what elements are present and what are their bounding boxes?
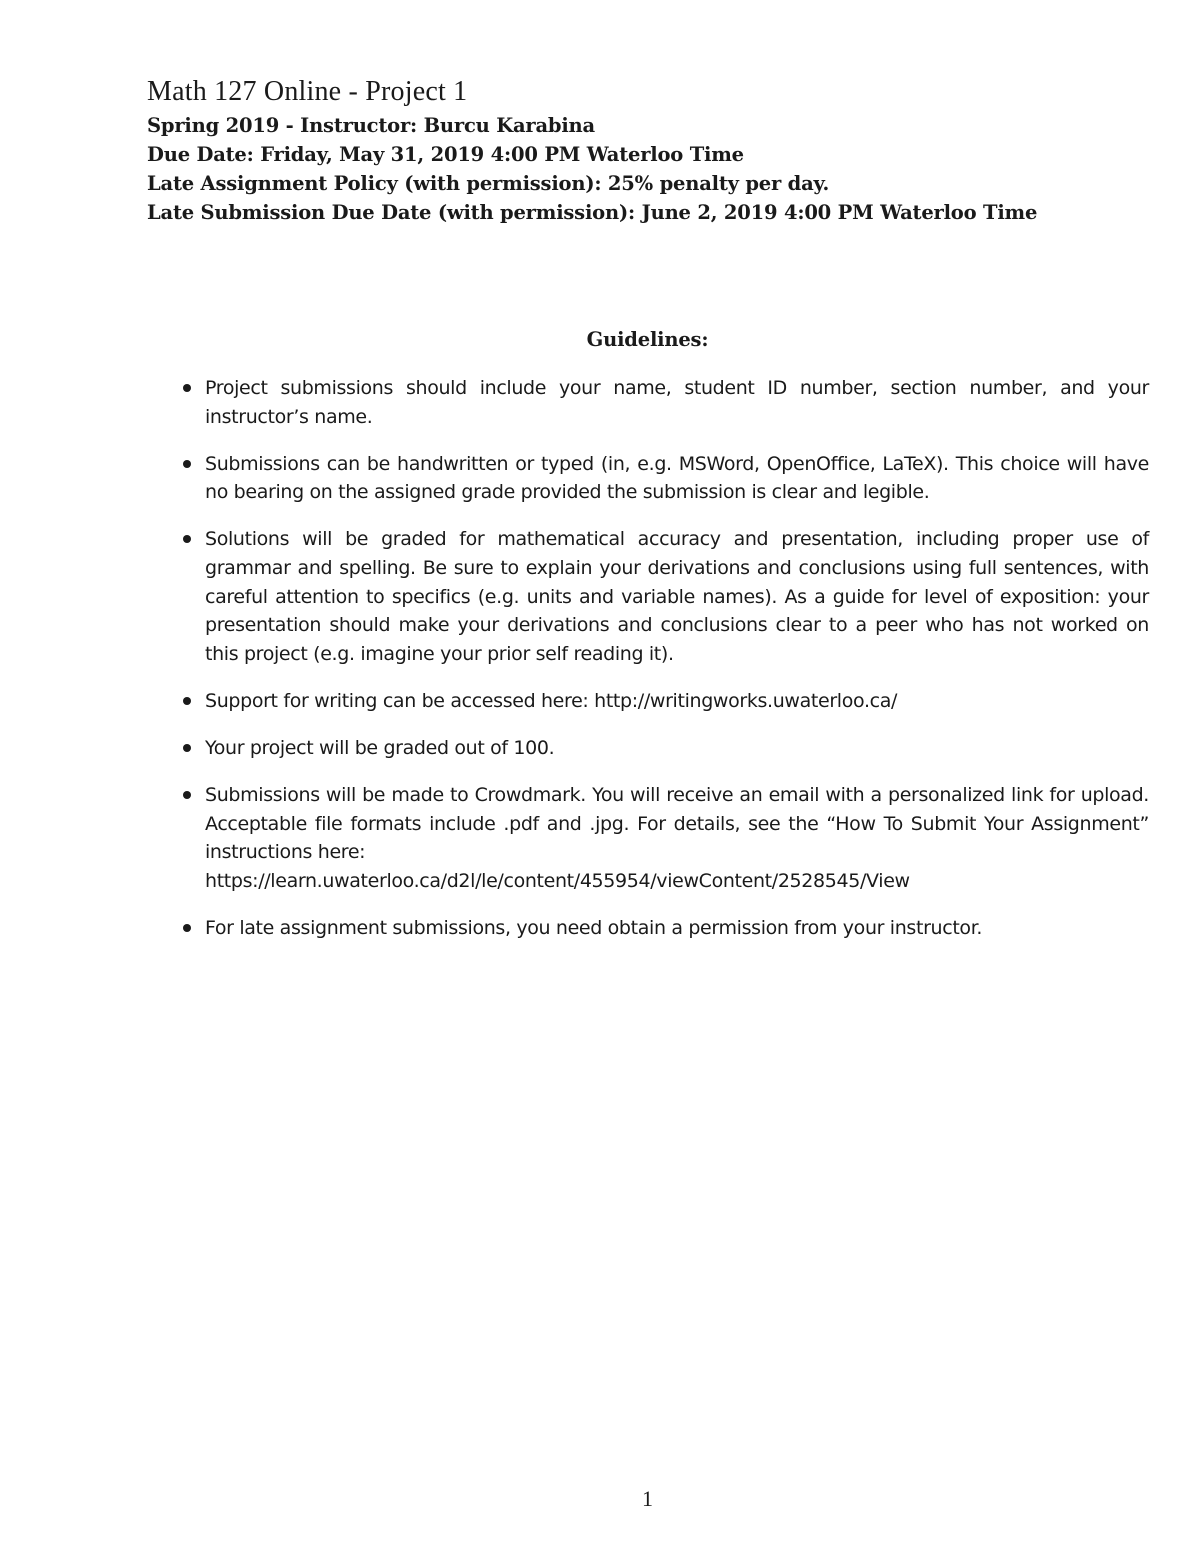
guidelines-list (205, 374, 1149, 961)
page-number: 1 (642, 1486, 653, 1511)
guideline-item (205, 525, 1149, 668)
bullet-icon (183, 697, 191, 705)
term-instructor-line: Spring 2019 - Instructor: Burcu Karabina (147, 114, 595, 137)
submission-instructions-link[interactable]: https://learn.uwaterloo.ca/d2l/le/content/455954/viewContent/2528545/View (205, 869, 910, 892)
late-policy-line: Late Assignment Policy (with permission): 25% penalty per day. (147, 172, 830, 195)
bullet-icon (183, 535, 191, 543)
guideline-item (205, 374, 1149, 431)
guideline-item (205, 687, 1149, 716)
guideline-item (205, 781, 1149, 895)
guideline-text: Submissions can be handwritten or typed (in, e.g. MSWord, OpenOffice, LaTeX). This choice will have no bearing on the assigned grade provided the submission is clear and legible. (205, 452, 1149, 504)
guideline-text: Submissions will be made to Crowdmark. You will receive an email with a personalized link for upload. Acceptable file formats include .pdf and .jpg. For details, see the “How To Submit Your Assignment” instructions here: (205, 784, 1149, 864)
document-title: Math 127 Online - Project 1 (147, 76, 468, 107)
guidelines-heading: Guidelines: (586, 328, 709, 351)
guideline-text: Support for writing can be accessed here: http://writingworks.uwaterloo.ca/ (205, 689, 898, 712)
guideline-item (205, 914, 1149, 943)
bullet-icon (183, 384, 191, 392)
bullet-icon (183, 791, 191, 799)
late-due-date-line: Late Submission Due Date (with permission): June 2, 2019 4:00 PM Waterloo Time (147, 201, 1038, 224)
guideline-text: For late assignment submissions, you need obtain a permission from your instructor. (205, 916, 983, 939)
document-header (147, 74, 1157, 227)
guideline-text: Your project will be graded out of 100. (205, 736, 555, 759)
bullet-icon (183, 460, 191, 468)
due-date-line: Due Date: Friday, May 31, 2019 4:00 PM Waterloo Time (147, 143, 744, 166)
guideline-text: Solutions will be graded for mathematical accuracy and presentation, including proper use of grammar and spelling. Be sure to explain your derivations and conclusions using full sentences, with careful attention to specifics (e.g. units and variable names). As a guide for level of exposition: your presentation should make your derivations and conclusions clear to a peer who has not worked on this project (e.g. imagine your prior self reading it). (205, 528, 1149, 665)
guideline-item (205, 734, 1149, 763)
guideline-item (205, 450, 1149, 507)
bullet-icon (183, 924, 191, 932)
bullet-icon (183, 744, 191, 752)
guideline-text: Project submissions should include your name, student ID number, section number, and your instructor’s name. (205, 377, 1149, 428)
